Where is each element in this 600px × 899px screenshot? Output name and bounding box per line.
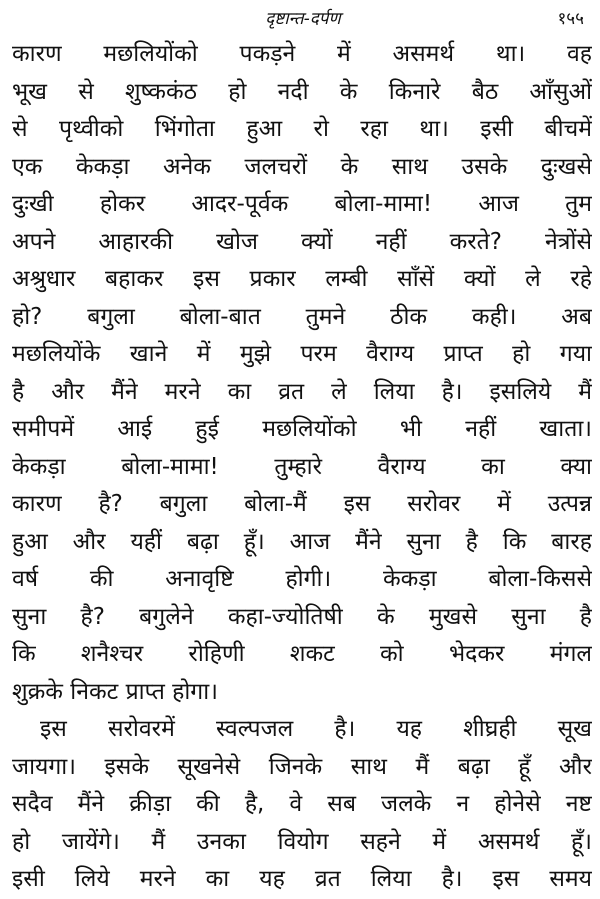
text-line: हुआ और यहीं बढ़ा हूँ। आज मैंने सुना है कि बारह	[12, 528, 592, 555]
text-line: कारण मछलियोंको पकड़ने में असमर्थ था। वह	[12, 41, 592, 67]
text-line: भूख से शुष्ककंठ हो नदी के किनारे बैठ आँसुओं	[12, 78, 592, 105]
text-line: इसी लिये मरने का यह व्रत लिया है। इस समय	[12, 866, 592, 892]
text-line: कारण है? बगुला बोला-मैं इस सरोवर में उत्पन्न	[12, 491, 592, 517]
paragraph-start-line: इस सरोवरमें स्वल्पजल है। यह शीघ्रही सूख	[40, 716, 592, 742]
text-line: दुःखी होकर आदर-पूर्वक बोला-मामा! आज तुम	[12, 191, 592, 217]
text-line: कि शनैश्चर रोहिणी शकट को भेदकर मंगल	[12, 641, 592, 667]
text-line: शुक्रके निकट प्राप्त होगा।	[12, 678, 218, 705]
text-line: हो? बगुला बोला-बात तुमने ठीक कही। अब	[12, 303, 592, 330]
text-line: है और मैंने मरने का व्रत ले लिया है। इसलिये मैं	[12, 378, 592, 405]
text-line: अपने आहारकी खोज क्यों नहीं करते? नेत्रोंसे	[12, 228, 592, 255]
text-line: जायगा। इसके सूखनेसे जिनके साथ मैं बढ़ा हूँ और	[12, 753, 592, 780]
body-text	[12, 36, 592, 899]
text-line: सदैव मैंने क्रीड़ा की है, वे सब जलके न होनेसे नष्ट	[12, 791, 592, 817]
text-line: हो जायेंगे। मैं उनका वियोग सहने में असमर्थ हूँ।	[12, 828, 592, 855]
page-number: १५५	[557, 9, 584, 29]
running-header	[0, 2, 600, 32]
text-line: वर्ष की अनावृष्टि होगी। केकड़ा बोला-किससे	[12, 566, 592, 592]
text-line: एक केकड़ा अनेक जलचरों के साथ उसके दुःखसे	[12, 153, 592, 180]
book-title: दृष्टान्त-दर्पण	[265, 9, 341, 29]
text-line: मछलियोंके खाने में मुझे परम वैराग्य प्राप्त हो गया	[12, 341, 592, 367]
text-line: से पृथ्वीको भिंगोता हुआ रो रहा था। इसी बीचमें	[12, 116, 592, 142]
text-line: सुना है? बगुलेने कहा-ज्योतिषी के मुखसे सुना है	[12, 603, 592, 630]
text-line: समीपमें आई हुई मछलियोंको भी नहीं खाता।	[12, 416, 592, 442]
text-line: केकड़ा बोला-मामा! तुम्हारे वैराग्य का क्या	[12, 453, 592, 480]
text-line: अश्रुधार बहाकर इस प्रकार लम्बी साँसें क्यों ले रहे	[12, 266, 592, 292]
